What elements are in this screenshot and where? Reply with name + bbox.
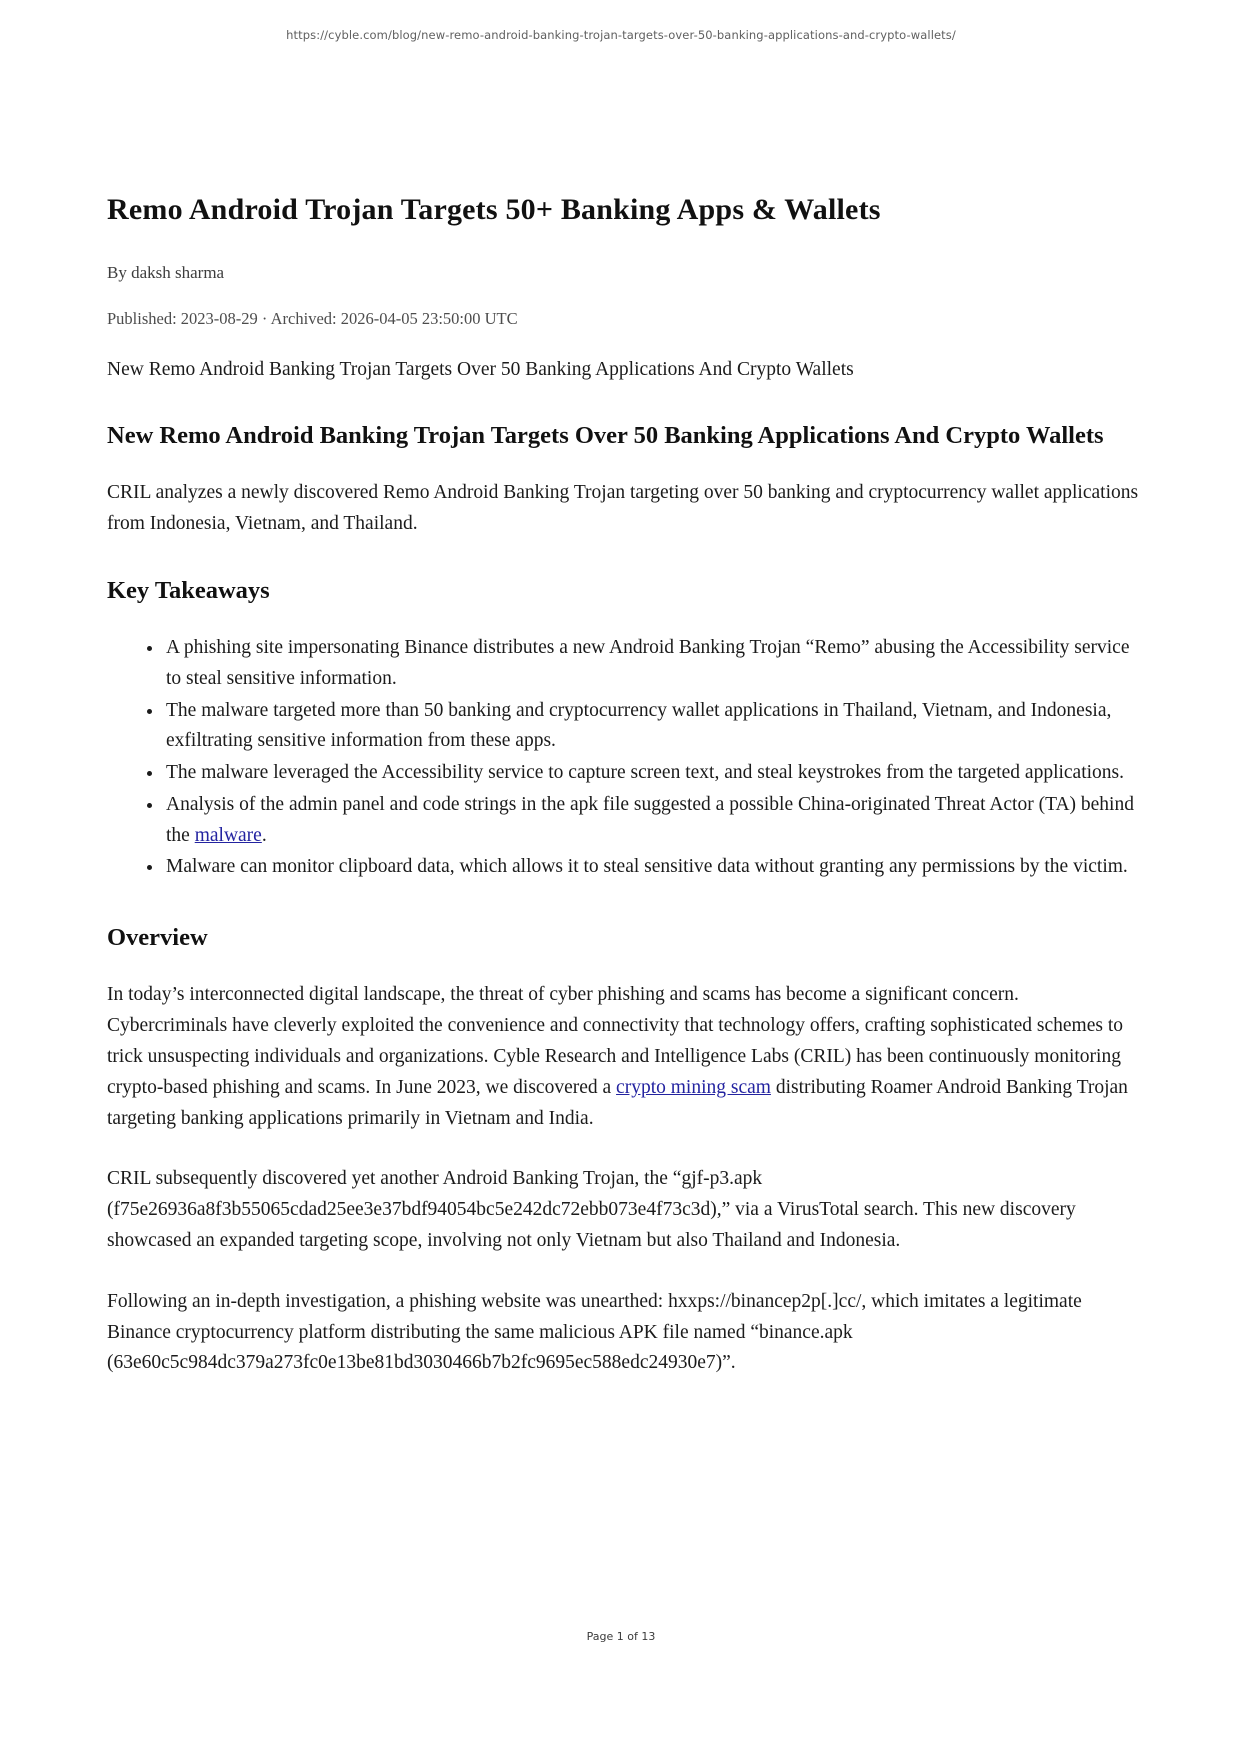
article-subtitle: New Remo Android Banking Trojan Targets Over 50 Banking Applications And Crypto Wallets bbox=[107, 359, 854, 380]
takeaway-item bbox=[164, 852, 1139, 883]
overview-heading: Overview bbox=[107, 924, 208, 952]
source-url: https://cyble.com/blog/new-remo-android-banking-trojan-targets-over-50-banking-applications-and-crypto-wallets/ bbox=[286, 28, 956, 42]
byline: By daksh sharma bbox=[107, 263, 225, 282]
overview-paragraph-1 bbox=[107, 980, 1139, 1134]
overview-paragraph-2: CRIL subsequently discovered yet another Android Banking Trojan, the “gjf-p3.apk (f75e26936a8f3b55065cdad25ee3e37bdf94054bc5e242dc72ebb073e4f73c3d),” via a VirusTotal search. This new discovery showcased an expanded targeting scope, involving not only Vietnam but also Thailand and Indonesia. bbox=[107, 1168, 1076, 1252]
takeaway-text: The malware targeted more than 50 banking and cryptocurrency wallet applications in Thailand, Vietnam, and Indonesia, exfiltrating sensitive information from these apps. bbox=[166, 699, 1112, 752]
takeaway-text: The malware leveraged the Accessibility service to capture screen text, and steal keystrokes from the targeted applications. bbox=[166, 762, 1125, 784]
paragraph-text: distributing Roamer Android Banking Trojan targeting banking applications primarily in Vietnam and India. bbox=[107, 1076, 1128, 1129]
intro-paragraph: CRIL analyzes a newly discovered Remo Android Banking Trojan targeting over 50 banking and cryptocurrency wallet applications from Indonesia, Vietnam, and Thailand. bbox=[107, 482, 1139, 534]
crypto-mining-scam-link[interactable]: crypto mining scam bbox=[616, 1076, 771, 1098]
takeaway-text: Analysis of the admin panel and code strings in the apk file suggested a possible China-originated Threat Actor (TA) behind the bbox=[166, 793, 1134, 846]
page-number: Page 1 of 13 bbox=[586, 1630, 656, 1643]
overview-paragraph-3: Following an in-depth investigation, a phishing website was unearthed: hxxps://binancep2p[.]cc/, which imitates a legitimate Binance cryptocurrency platform distributing the same malicious APK file named “binance.apk (63e60c5c984dc379a273fc0e13be81bd3030466b7b2fc9695ec588edc24930e7)”. bbox=[107, 1290, 1082, 1374]
main-heading: New Remo Android Banking Trojan Targets Over 50 Banking Applications And Crypto Wallets bbox=[107, 422, 1104, 449]
takeaway-text: A phishing site impersonating Binance distributes a new Android Banking Trojan “Remo” abusing the Accessibility service to steal sensitive information. bbox=[166, 636, 1130, 689]
takeaway-item bbox=[164, 633, 1139, 695]
key-takeaways-heading: Key Takeaways bbox=[107, 576, 270, 604]
key-takeaways-list bbox=[107, 633, 1139, 883]
article-title: Remo Android Trojan Targets 50+ Banking Apps & Wallets bbox=[107, 193, 881, 226]
takeaway-item bbox=[164, 696, 1139, 758]
publish-archive-meta: Published: 2023-08-29 · Archived: 2026-04-05 23:50:00 UTC bbox=[107, 309, 518, 328]
paragraph-text: In today’s interconnected digital landscape, the threat of cyber phishing and scams has become a significant concern. Cybercriminals have cleverly exploited the convenience and connectivity that technology offers, crafting sophisticated schemes to trick unsuspecting individuals and organizations. Cyble Research and Intelligence Labs (CRIL) has been continuously monitoring crypto-based phishing and scams. In June 2023, we discovered a bbox=[107, 984, 1123, 1098]
article-content bbox=[107, 193, 1139, 1409]
takeaway-item bbox=[164, 758, 1139, 789]
takeaway-text: Malware can monitor clipboard data, which allows it to steal sensitive data without granting any permissions by the victim. bbox=[166, 856, 1128, 878]
malware-link[interactable]: malware bbox=[194, 824, 262, 846]
takeaway-item bbox=[164, 790, 1139, 852]
takeaway-text: . bbox=[261, 824, 267, 846]
